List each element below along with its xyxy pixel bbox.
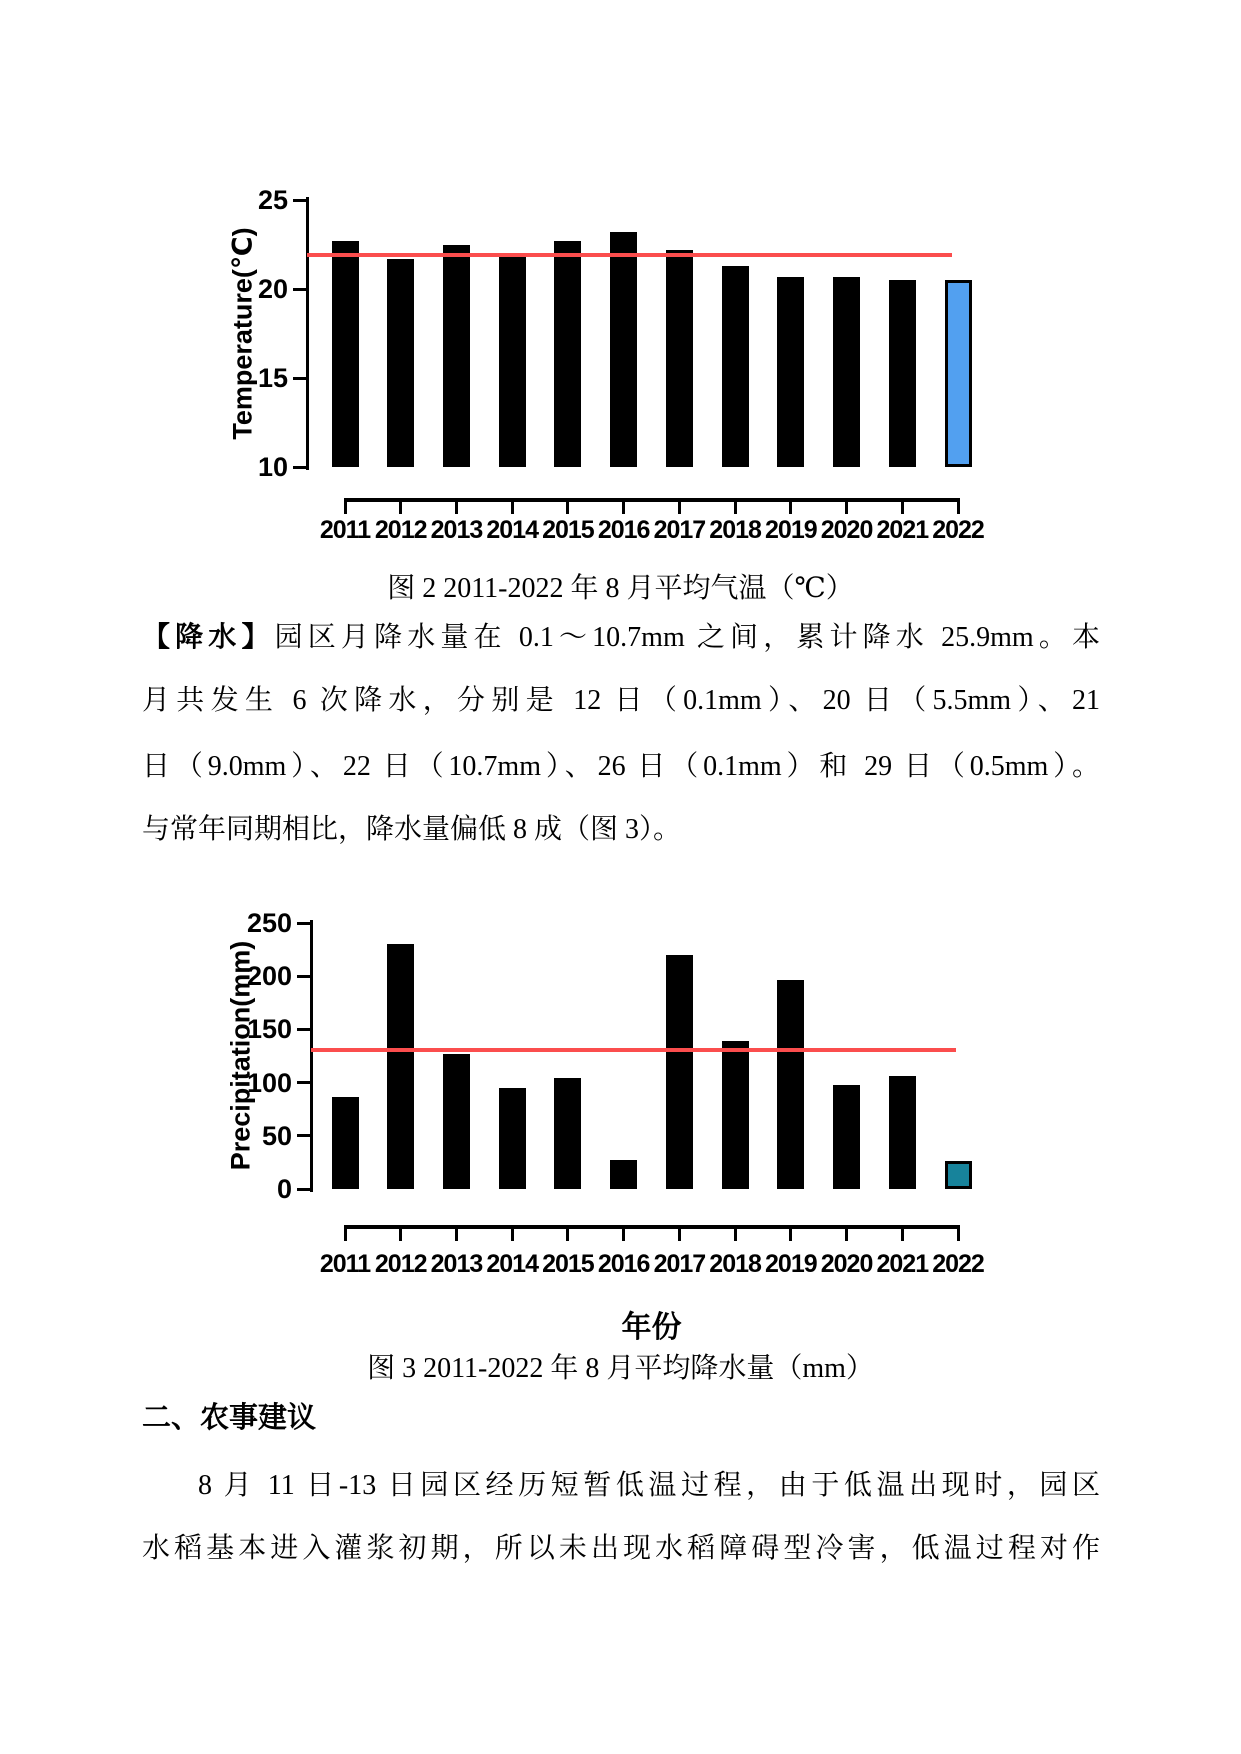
x-category-label: 2021 (876, 516, 929, 544)
x-category-label: 2013 (430, 1250, 483, 1278)
x-category-label: 2011 (319, 1250, 371, 1278)
x-category-label: 2018 (709, 1250, 761, 1278)
bar-2017 (666, 250, 693, 467)
bar-2020 (833, 1085, 860, 1189)
x-category-label: 2017 (653, 516, 706, 544)
y-tick-mark (297, 1028, 310, 1031)
x-tick-mark (455, 498, 458, 514)
x-category-label: 2022 (932, 1250, 984, 1278)
x-category-label: 2012 (374, 516, 427, 544)
bar-2016 (610, 1160, 637, 1189)
x-tick-mark (566, 1225, 569, 1241)
x-tick-mark (678, 498, 681, 514)
y-tick-mark (293, 199, 306, 202)
y-tick-mark (297, 975, 310, 978)
x-category-label: 2019 (765, 1250, 817, 1278)
x-tick-mark (789, 498, 792, 514)
x-tick-mark (455, 1225, 458, 1241)
advice-paragraph-line-2: 水稻基本进入灌浆初期，所以未出现水稻障碍型冷害，低温过程对作 (142, 1533, 1100, 1564)
x-category-label: 2014 (486, 1250, 538, 1278)
x-category-label: 2021 (876, 1250, 929, 1278)
figure3-precipitation-chart (215, 880, 1015, 1350)
bar-2012 (387, 944, 414, 1189)
x-category-label: 2018 (709, 516, 761, 544)
bar-2022 (945, 1161, 972, 1189)
reference-line (311, 1048, 956, 1052)
x-tick-mark (901, 498, 904, 514)
x-axis-bracket (345, 498, 958, 502)
x-tick-mark (845, 1225, 848, 1241)
x-category-label: 2016 (597, 1250, 650, 1278)
y-axis-title: Precipitation(mm) (225, 940, 256, 1171)
bar-2021 (889, 1076, 916, 1189)
y-tick-label: 10 (257, 452, 288, 482)
y-tick-label: 0 (276, 1174, 292, 1204)
y-axis-line (306, 197, 309, 470)
x-tick-mark (344, 498, 347, 514)
figure3-caption: 图 3 2011-2022 年 8 月平均降水量（mm） (367, 1353, 874, 1384)
x-tick-mark (344, 1225, 347, 1241)
x-category-label: 2015 (542, 516, 594, 544)
x-tick-mark (845, 498, 848, 514)
x-tick-mark (399, 498, 402, 514)
x-tick-mark (511, 498, 514, 514)
y-tick-label: 200 (246, 961, 292, 992)
x-tick-mark (734, 1225, 737, 1241)
bar-2020 (833, 277, 860, 467)
x-category-label: 2020 (820, 516, 873, 544)
x-tick-mark (566, 498, 569, 514)
x-tick-mark (678, 1225, 681, 1241)
bar-2015 (554, 241, 581, 467)
bar-2017 (666, 955, 693, 1189)
bar-2014 (499, 1088, 526, 1189)
bar-2019 (777, 277, 804, 467)
x-tick-mark (622, 498, 625, 514)
x-category-label: 2013 (430, 516, 483, 544)
x-tick-mark (511, 1225, 514, 1241)
x-category-label: 2020 (820, 1250, 873, 1278)
x-category-label: 2012 (374, 1250, 427, 1278)
y-tick-label: 50 (261, 1120, 292, 1151)
bar-2016 (610, 232, 637, 467)
precip-paragraph-line-3: 日（9.0mm）、22 日（10.7mm）、26 日（0.1mm）和 29 日（0.5mm）。 (142, 751, 1100, 782)
y-tick-label: 15 (257, 363, 288, 393)
x-axis-bracket (345, 1225, 958, 1229)
x-category-label: 2014 (486, 516, 538, 544)
y-axis-title: Temperature(℃) (227, 226, 258, 440)
y-tick-mark (293, 377, 306, 380)
x-category-label: 2011 (319, 516, 371, 544)
y-tick-label: 250 (246, 908, 292, 938)
reference-line (307, 253, 952, 257)
x-tick-mark (399, 1225, 402, 1241)
precip-paragraph-line-1 (142, 620, 1100, 656)
bar-2012 (387, 259, 414, 467)
precip-paragraph-line-4: 与常年同期相比，降水量偏低 8 成（图 3）。 (142, 814, 682, 845)
x-tick-mark (734, 498, 737, 514)
y-tick-mark (297, 1081, 310, 1084)
x-tick-mark (957, 498, 960, 514)
y-tick-label: 150 (246, 1014, 292, 1045)
bar-2018 (722, 266, 749, 467)
bar-2021 (889, 280, 916, 467)
section-heading: 二、农事建议 (142, 1402, 317, 1434)
y-tick-mark (293, 466, 306, 469)
y-tick-mark (297, 1134, 310, 1137)
x-category-label: 2022 (932, 516, 984, 544)
y-axis-line (310, 920, 313, 1192)
y-tick-label: 25 (257, 185, 288, 215)
bar-2011 (332, 1097, 359, 1189)
bar-2013 (443, 245, 470, 468)
advice-paragraph-line-1: 8 月 11 日-13 日园区经历短暂低温过程，由于低温出现时，园区 (198, 1470, 1100, 1501)
y-tick-mark (297, 922, 310, 925)
y-tick-label: 100 (246, 1067, 292, 1098)
x-category-label: 2016 (597, 516, 650, 544)
bar-2015 (554, 1078, 581, 1189)
x-tick-mark (789, 1225, 792, 1241)
x-tick-mark (901, 1225, 904, 1241)
bar-2022 (945, 280, 972, 467)
precip-line1-text: 园区月降水量在 0.1～10.7mm 之间，累计降水 25.9mm。本 (274, 622, 1100, 653)
bar-2019 (777, 980, 804, 1189)
bar-2014 (499, 257, 526, 467)
x-category-label: 2017 (653, 1250, 706, 1278)
precip-paragraph-line-2: 月共发生 6 次降水，分别是 12 日（0.1mm）、20 日（5.5mm）、21 (142, 685, 1100, 716)
x-category-label: 2015 (542, 1250, 594, 1278)
x-tick-mark (622, 1225, 625, 1241)
figure2-temperature-chart (215, 160, 1015, 560)
y-tick-mark (293, 288, 306, 291)
x-category-label: 2019 (765, 516, 817, 544)
precip-label: 【降水】 (142, 622, 275, 653)
y-tick-label: 20 (257, 274, 288, 304)
x-axis-title: 年份 (621, 1311, 682, 1344)
bar-2011 (332, 241, 359, 467)
y-tick-mark (297, 1188, 310, 1191)
x-tick-mark (957, 1225, 960, 1241)
figure2-caption: 图 2 2011-2022 年 8 月平均气温（℃） (387, 573, 854, 604)
bar-2018 (722, 1041, 749, 1189)
bar-2013 (443, 1054, 470, 1189)
